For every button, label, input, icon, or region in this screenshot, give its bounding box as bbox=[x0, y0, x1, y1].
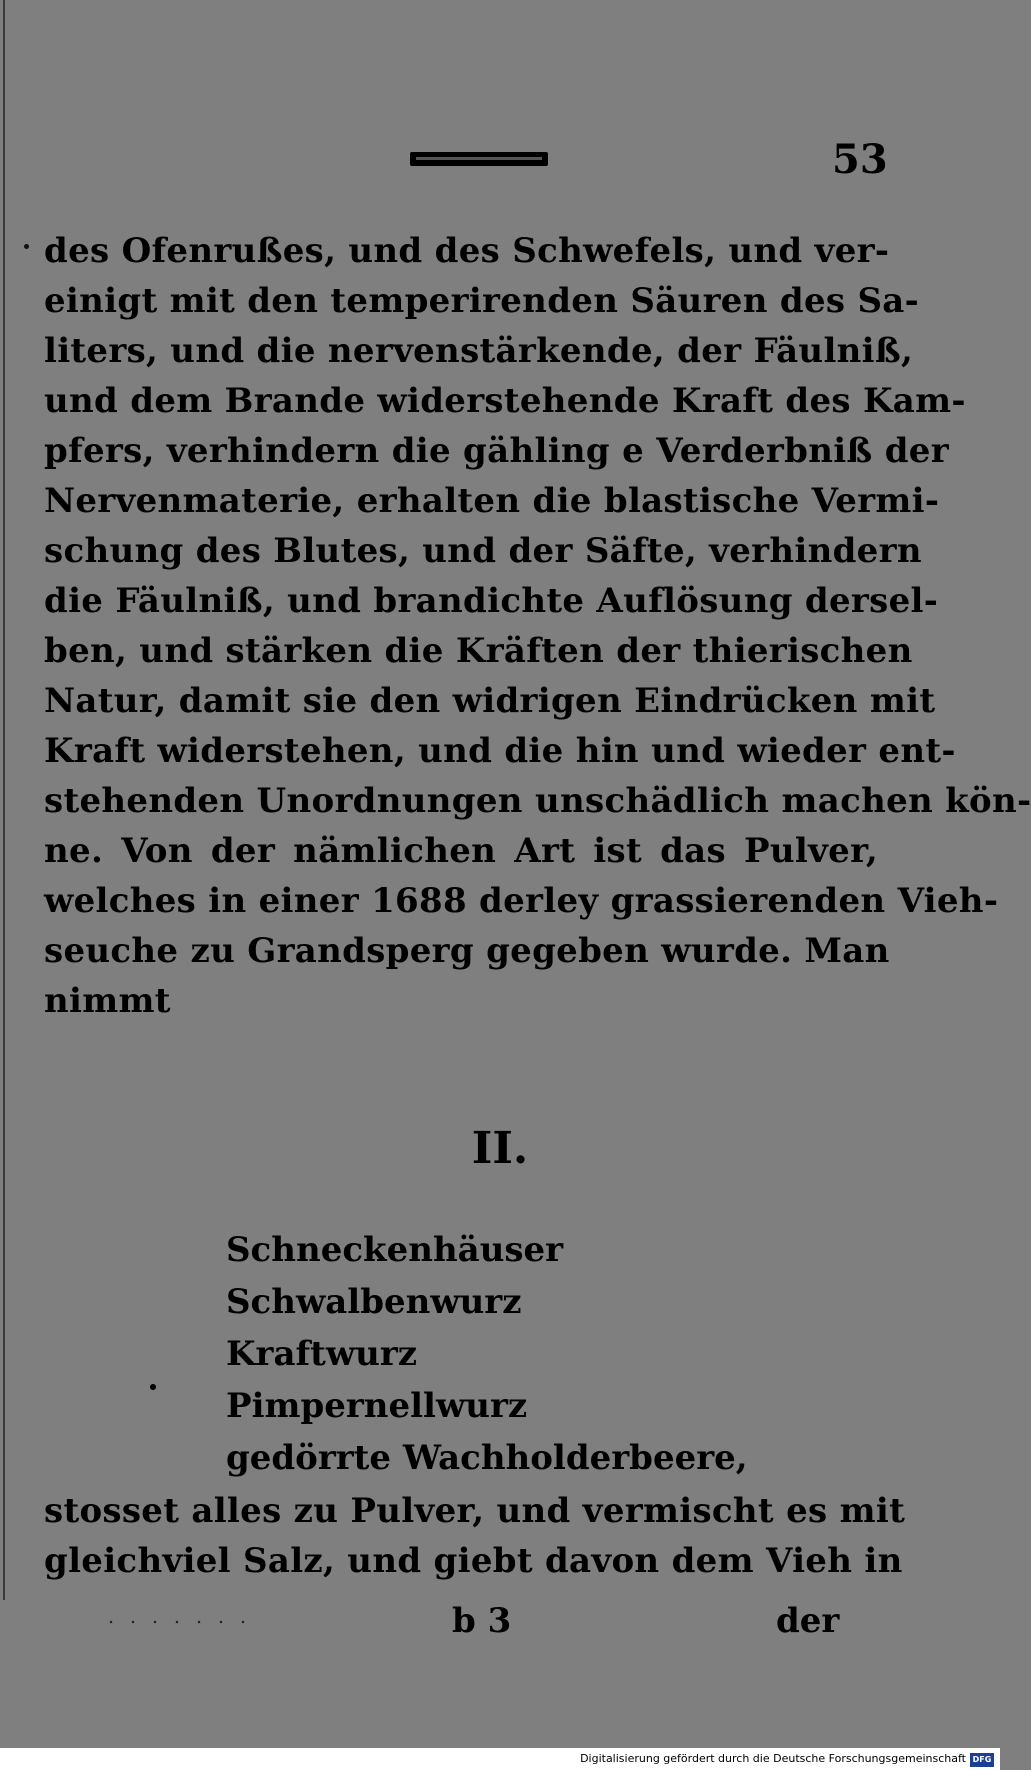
text-line: pfers, verhindern die gähling e Verderbniß der bbox=[44, 431, 949, 471]
body-paragraph bbox=[44, 226, 1031, 1026]
text-line: seuche zu Grandsperg gegeben wurde. Man bbox=[44, 931, 890, 971]
text-line: Nervenmaterie, erhalten die blastische Vermi- bbox=[44, 481, 940, 521]
footer-bar bbox=[0, 1748, 1000, 1770]
text-line: stehenden Unordnungen unschädlich machen kön- bbox=[44, 781, 1031, 821]
text-line: einigt mit den temperirenden Säuren des Sa- bbox=[44, 281, 920, 321]
ingredient-item: Schneckenhäuser bbox=[226, 1230, 564, 1270]
ingredient-item: Kraftwurz bbox=[226, 1334, 418, 1374]
text-line: ne. Von der nämlichen Art ist das Pulver, bbox=[44, 831, 878, 871]
margin-bullet bbox=[150, 1384, 156, 1390]
digitization-credit: Digitalisierung gefördert durch die Deutsche Forschungsgemeinschaft bbox=[580, 1752, 966, 1765]
text-line: welches in einer 1688 derley grassierenden Vieh- bbox=[44, 881, 999, 921]
text-line: stosset alles zu Pulver, und vermischt es mit bbox=[44, 1491, 906, 1531]
page-number: 53 bbox=[832, 136, 888, 183]
text-line: des Ofenrußes, und des Schwefels, und ver- bbox=[44, 231, 890, 271]
ingredient-item: gedörrte Wachholderbeere, bbox=[226, 1438, 748, 1478]
page-edge-line bbox=[3, 0, 5, 1600]
catchword: der bbox=[776, 1601, 840, 1641]
dfg-logo: DFG bbox=[970, 1753, 994, 1767]
ingredient-item: Schwalbenwurz bbox=[226, 1282, 522, 1322]
margin-mark bbox=[24, 244, 29, 249]
text-line: gleichviel Salz, und giebt davon dem Vieh in bbox=[44, 1541, 903, 1581]
header-rule bbox=[410, 152, 548, 166]
text-line: Natur, damit sie den widrigen Eindrücken mit bbox=[44, 681, 936, 721]
text-line: die Fäulniß, und brandichte Auflösung dersel- bbox=[44, 581, 939, 621]
text-line: ben, und stärken die Kräften der thierischen bbox=[44, 631, 913, 671]
text-line: schung des Blutes, und der Säfte, verhindern bbox=[44, 531, 922, 571]
ingredient-item: Pimpernellwurz bbox=[226, 1386, 528, 1426]
ingredient-list bbox=[226, 1224, 748, 1484]
closing-paragraph bbox=[44, 1486, 906, 1586]
text-line: und dem Brande widerstehende Kraft des Kam- bbox=[44, 381, 966, 421]
scan-specks bbox=[100, 1620, 250, 1624]
section-heading: II. bbox=[471, 1123, 529, 1174]
signature-mark: b 3 bbox=[452, 1601, 512, 1641]
text-line: liters, und die nervenstärkende, der Fäulniß, bbox=[44, 331, 914, 371]
text-line: Kraft widerstehen, und die hin und wieder ent- bbox=[44, 731, 956, 771]
text-line: nimmt bbox=[44, 981, 171, 1021]
